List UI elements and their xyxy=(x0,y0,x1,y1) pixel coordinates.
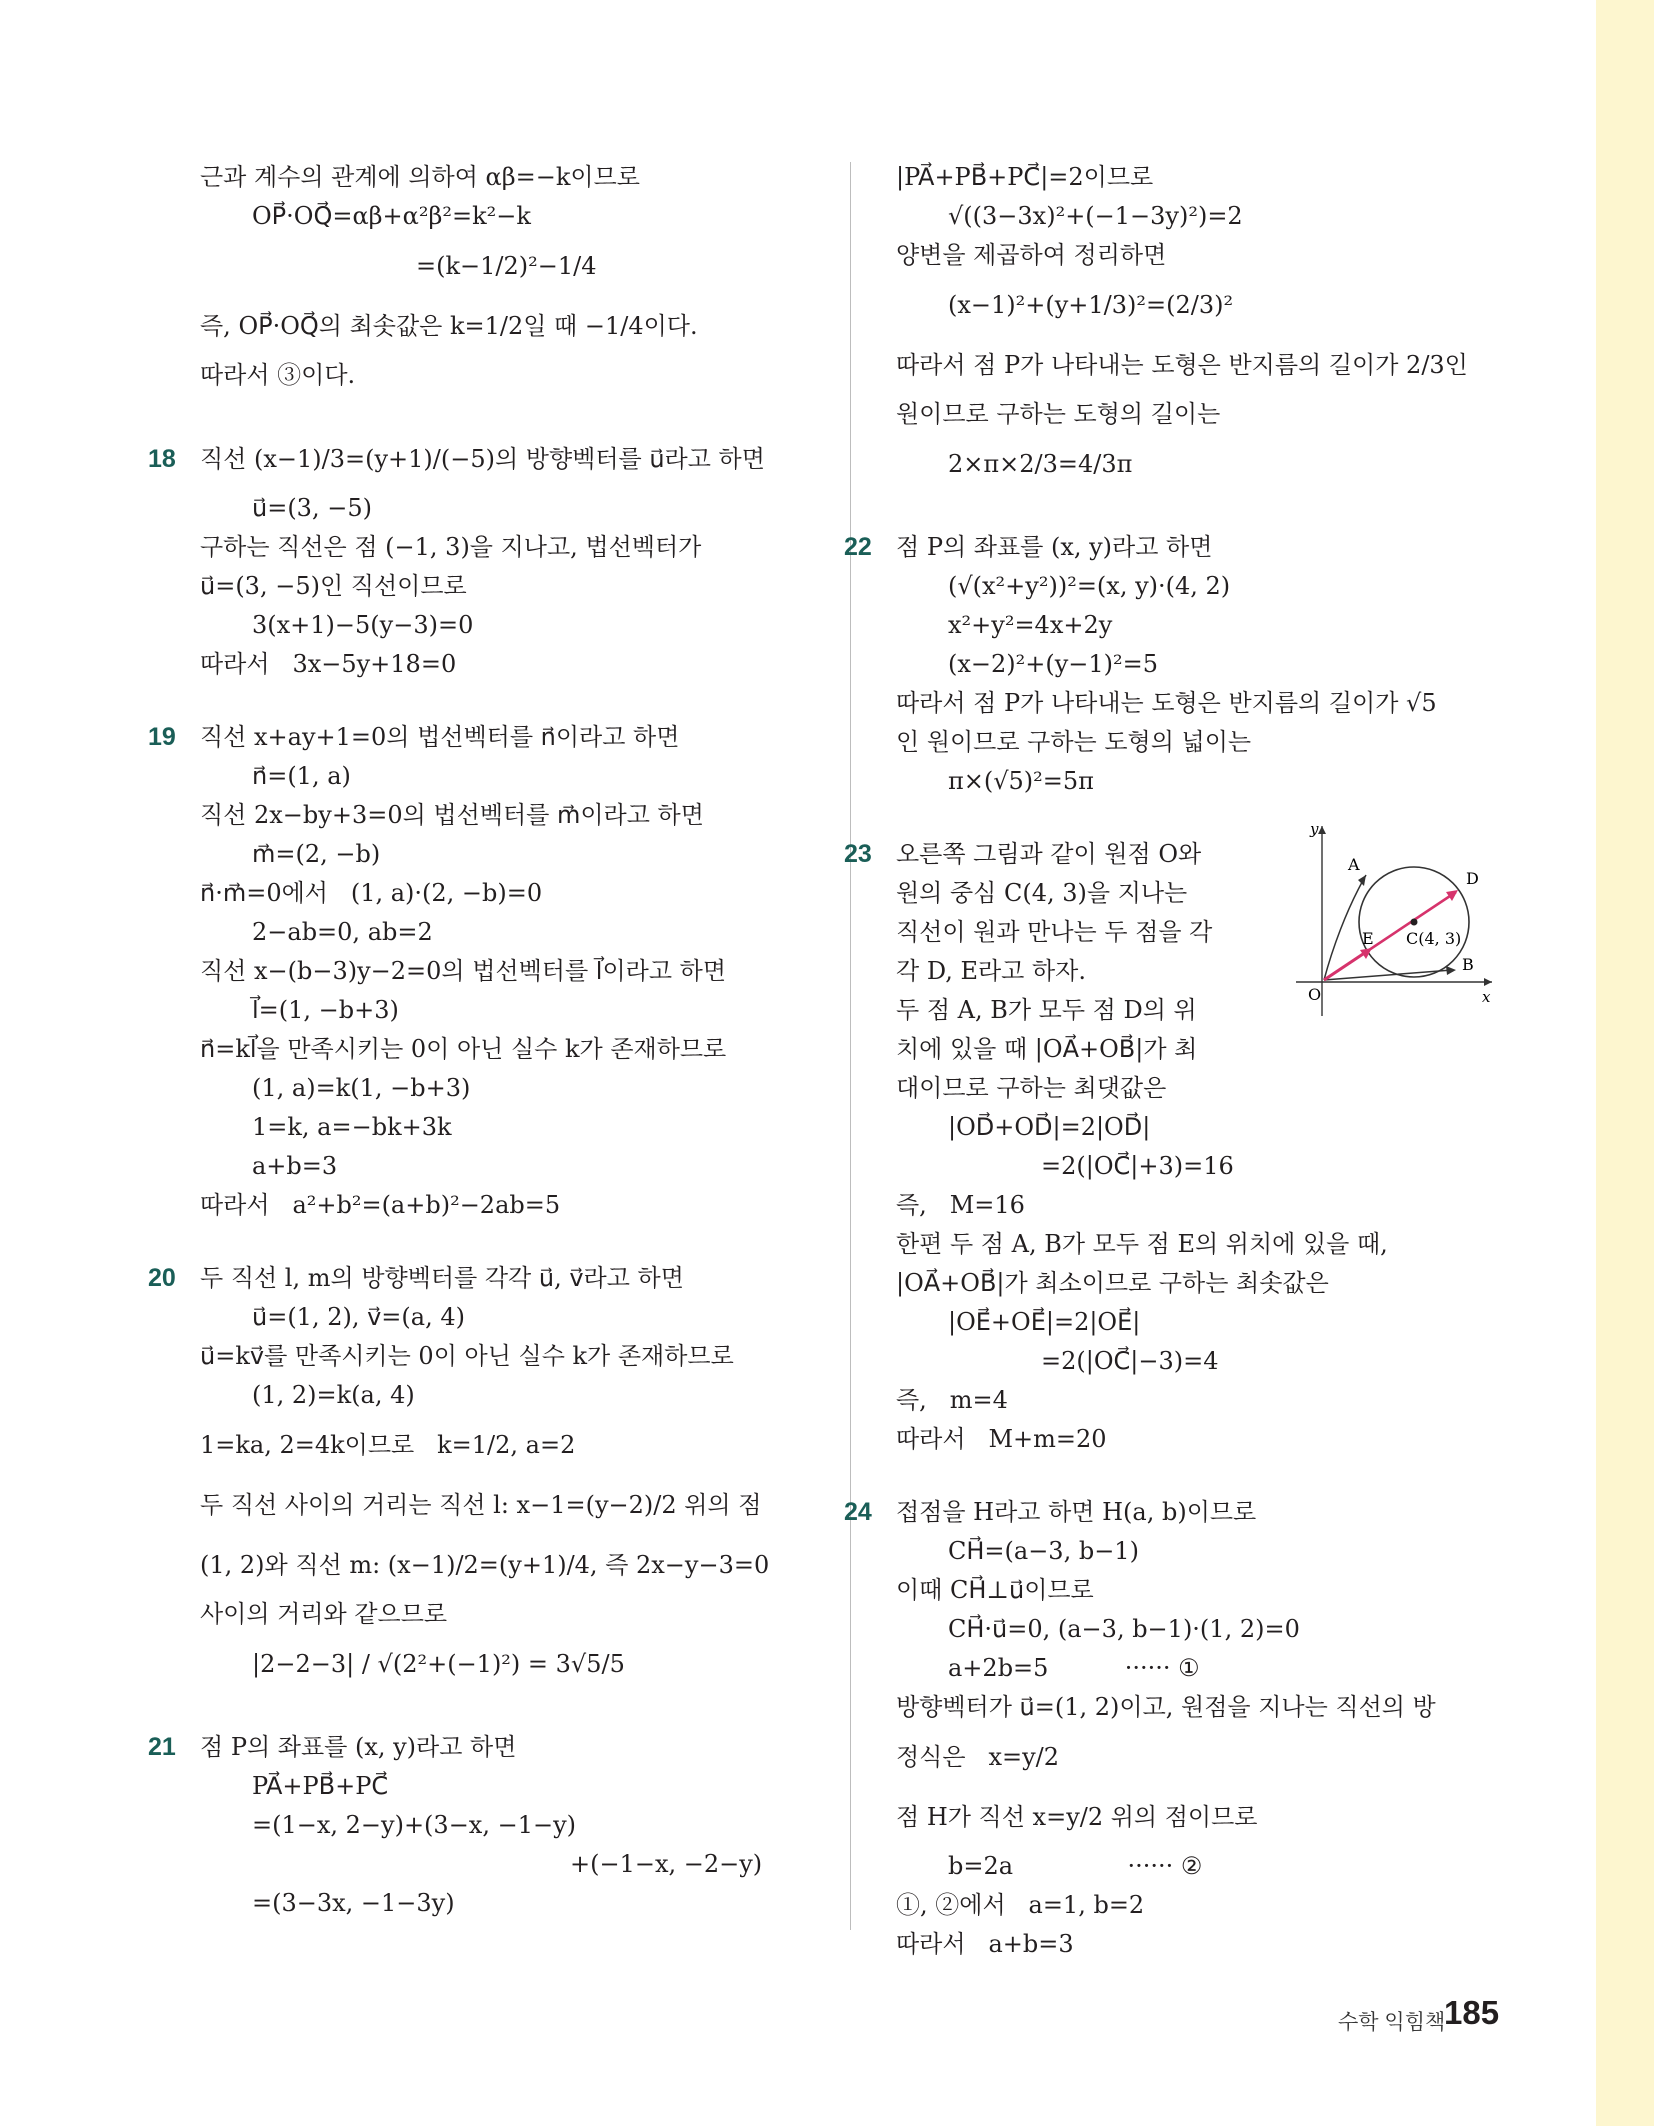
solution-line xyxy=(896,335,1506,395)
solution-line xyxy=(896,606,1506,645)
solution-line xyxy=(844,1493,1506,1532)
line-text: 인 원이므로 구하는 도형의 넓이는 xyxy=(896,728,1252,756)
line-text: 접점을 H라고 하면 H(a, b)이므로 xyxy=(896,1498,1257,1526)
solution-line xyxy=(200,528,830,567)
solution-line xyxy=(896,1108,1506,1147)
point-b-label: B xyxy=(1462,955,1474,974)
solution-line xyxy=(200,796,830,835)
problem-number: 20 xyxy=(148,1264,176,1292)
solution-line xyxy=(200,991,830,1030)
solution-line xyxy=(200,1535,830,1595)
line-text: a+b=3 xyxy=(252,1152,338,1180)
solution-line xyxy=(896,1186,1506,1225)
problem-number: 18 xyxy=(148,445,176,473)
vector-od-head xyxy=(1446,890,1458,901)
solution-line xyxy=(896,275,1506,335)
solution-line xyxy=(200,1069,830,1108)
line-text: u⃗=(3, −5) xyxy=(252,494,372,522)
line-text: 3(x+1)−5(y−3)=0 xyxy=(252,611,474,639)
footer-page-number: 185 xyxy=(1444,1994,1500,2031)
problem-number: 23 xyxy=(844,840,872,868)
solution-line xyxy=(200,1767,830,1806)
line-text: 두 점 A, B가 모두 점 D의 위 xyxy=(896,996,1197,1024)
line-text: 구하는 직선은 점 (−1, 3)을 지나고, 법선벡터가 xyxy=(200,533,702,561)
circle-vector-figure xyxy=(1296,820,1496,1020)
solution-line xyxy=(896,1571,1506,1610)
line-text: =(3−3x, −1−3y) xyxy=(252,1889,455,1917)
solution-line xyxy=(148,718,830,757)
solution-line xyxy=(200,236,830,296)
solution-line xyxy=(896,1303,1506,1342)
line-text: =(1−x, 2−y)+(3−x, −1−y) xyxy=(252,1811,576,1839)
vector-ob xyxy=(1324,970,1452,980)
line-text: 1=ka, 2=4k이므로 k=1/2, a=2 xyxy=(200,1431,576,1459)
solution-line xyxy=(896,1727,1506,1787)
line-text: 정식은 x=y/2 xyxy=(896,1743,1059,1771)
line-text: ①, ②에서 a=1, b=2 xyxy=(896,1891,1145,1919)
solution-line xyxy=(200,1595,830,1634)
line-text: b=2a ······ ② xyxy=(948,1852,1203,1880)
solution-line xyxy=(896,723,1506,762)
line-text: (x−1)²+(y+1/3)²=(2/3)² xyxy=(948,291,1234,319)
solution-line xyxy=(896,952,1226,991)
origin-label: O xyxy=(1308,985,1322,1004)
solution-line xyxy=(896,1532,1506,1571)
solution-line xyxy=(200,1030,830,1069)
solution-line xyxy=(896,1649,1506,1688)
line-text: 직선이 원과 만나는 두 점을 각 xyxy=(896,918,1213,946)
problem-number: 19 xyxy=(148,723,176,751)
line-text: u⃗=kv⃗를 만족시키는 0이 아닌 실수 k가 존재하므로 xyxy=(200,1342,734,1370)
line-text: +(−1−x, −2−y) xyxy=(570,1850,763,1878)
solution-line xyxy=(896,762,1506,801)
solution-line xyxy=(200,1634,830,1694)
solution-line xyxy=(896,236,1506,275)
line-text: 직선 2x−by+3=0의 법선벡터를 m⃗이라고 하면 xyxy=(200,801,704,829)
solution-line xyxy=(896,991,1226,1030)
problem-number: 21 xyxy=(148,1733,176,1761)
line-text: =2(|OC⃗|+3)=16 xyxy=(1041,1152,1234,1180)
x-axis-arrow xyxy=(1484,978,1492,986)
solution-line xyxy=(896,913,1226,952)
section-gap xyxy=(200,1694,830,1728)
line-text: |2−2−3| / √(2²+(−1)²) = 3√5/5 xyxy=(252,1650,625,1678)
solution-line xyxy=(148,1728,830,1767)
line-text: |PA⃗+PB⃗+PC⃗|=2이므로 xyxy=(896,163,1154,191)
solution-line xyxy=(200,356,830,395)
solution-line xyxy=(200,913,830,952)
solution-line xyxy=(200,1806,830,1845)
point-a-label: A xyxy=(1348,855,1360,874)
line-text: |OD⃗+OD⃗|=2|OD⃗| xyxy=(948,1113,1151,1141)
line-text: 원의 중심 C(4, 3)을 지나는 xyxy=(896,879,1188,907)
line-text: 방향벡터가 u⃗=(1, 2)이고, 원점을 지나는 직선의 방 xyxy=(896,1693,1436,1721)
solution-line xyxy=(896,1264,1506,1303)
line-text: x²+y²=4x+2y xyxy=(948,611,1113,639)
solution-line xyxy=(200,606,830,645)
solution-line xyxy=(896,395,1506,434)
line-text: OP⃗·OQ⃗=αβ+α²β²=k²−k xyxy=(252,202,531,230)
line-text: 2×π×2/3=4/3π xyxy=(948,450,1133,478)
section-gap xyxy=(200,395,830,429)
line-text: 근과 계수의 관계에 의하여 αβ=−k이므로 xyxy=(200,163,640,191)
solution-line xyxy=(896,1147,1506,1186)
solution-line xyxy=(844,835,1226,874)
problem-number: 24 xyxy=(844,1498,872,1526)
line-text: 따라서 점 P가 나타내는 도형은 반지름의 길이가 √5 xyxy=(896,689,1437,717)
line-text: u⃗=(3, −5)인 직선이므로 xyxy=(200,572,467,600)
solution-line xyxy=(896,434,1506,494)
line-text: 이때 CH⃗⊥u⃗이므로 xyxy=(896,1576,1094,1604)
line-text: 직선 x−(b−3)y−2=0의 법선벡터를 l⃗이라고 하면 xyxy=(200,957,727,985)
line-text: n⃗=(1, a) xyxy=(252,762,351,790)
solution-line xyxy=(200,158,830,197)
solution-line xyxy=(896,1688,1506,1727)
line-text: 한편 두 점 A, B가 모두 점 E의 위치에 있을 때, xyxy=(896,1230,1388,1258)
solution-line xyxy=(896,1420,1506,1459)
solution-line xyxy=(200,835,830,874)
side-margin-band xyxy=(1596,0,1654,2126)
solution-line xyxy=(200,1415,830,1475)
solution-line xyxy=(200,567,830,606)
line-text: 따라서 a+b=3 xyxy=(896,1930,1074,1958)
line-text: 즉, m=4 xyxy=(896,1386,1008,1414)
solution-line xyxy=(896,645,1506,684)
line-text: √((3−3x)²+(−1−3y)²)=2 xyxy=(948,202,1243,230)
line-text: 따라서 ③이다. xyxy=(200,361,356,389)
line-text: 즉, M=16 xyxy=(896,1191,1025,1219)
solution-line xyxy=(200,1147,830,1186)
solution-line xyxy=(896,1925,1506,1964)
line-text: 대이므로 구하는 최댓값은 xyxy=(896,1074,1167,1102)
line-text: 따라서 3x−5y+18=0 xyxy=(200,650,457,678)
line-text: 각 D, E라고 하자. xyxy=(896,957,1086,985)
line-text: CH⃗=(a−3, b−1) xyxy=(948,1537,1139,1565)
line-text: PA⃗+PB⃗+PC⃗ xyxy=(252,1772,389,1800)
solution-line xyxy=(896,1069,1506,1108)
line-text: 따라서 M+m=20 xyxy=(896,1425,1107,1453)
line-text: l⃗=(1, −b+3) xyxy=(252,996,399,1024)
line-text: u⃗=(1, 2), v⃗=(a, 4) xyxy=(252,1303,465,1331)
line-text: 점 P의 좌표를 (x, y)라고 하면 xyxy=(896,533,1213,561)
solution-line xyxy=(896,1030,1226,1069)
line-text: (√(x²+y²))²=(x, y)·(4, 2) xyxy=(948,572,1231,600)
line-text: 2−ab=0, ab=2 xyxy=(252,918,433,946)
point-c-label: C(4, 3) xyxy=(1406,929,1462,948)
solution-line xyxy=(200,296,830,356)
line-text: 따라서 점 P가 나타내는 도형은 반지름의 길이가 2/3인 xyxy=(896,351,1468,379)
y-axis-arrow xyxy=(1318,826,1326,834)
line-text: 점 H가 직선 x=y/2 위의 점이므로 xyxy=(896,1803,1258,1831)
vector-ob-head xyxy=(1446,966,1456,975)
solution-line xyxy=(200,197,830,236)
vector-oa-head xyxy=(1358,875,1366,886)
solution-line xyxy=(896,684,1506,723)
line-text: 사이의 거리와 같으므로 xyxy=(200,1600,448,1628)
line-text: 치에 있을 때 |OA⃗+OB⃗|가 최 xyxy=(896,1035,1198,1063)
solution-line xyxy=(148,1259,830,1298)
solution-line xyxy=(896,1225,1506,1264)
solution-line xyxy=(896,197,1506,236)
line-text: 즉, OP⃗·OQ⃗의 최솟값은 k=1/2일 때 −1/4이다. xyxy=(200,312,698,340)
line-text: a+2b=5 ······ ① xyxy=(948,1654,1200,1682)
line-text: (1, a)=k(1, −b+3) xyxy=(252,1074,471,1102)
line-text: |OA⃗+OB⃗|가 최소이므로 구하는 최솟값은 xyxy=(896,1269,1329,1297)
solution-line xyxy=(148,429,830,489)
solution-line xyxy=(896,1787,1506,1847)
line-text: 두 직선 l, m의 방향벡터를 각각 u⃗, v⃗라고 하면 xyxy=(200,1264,684,1292)
line-text: 직선 x+ay+1=0의 법선벡터를 n⃗이라고 하면 xyxy=(200,723,680,751)
line-text: 따라서 a²+b²=(a+b)²−2ab=5 xyxy=(200,1191,561,1219)
problem-number: 22 xyxy=(844,533,872,561)
solution-line xyxy=(200,1298,830,1337)
line-text: CH⃗·u⃗=0, (a−3, b−1)·(1, 2)=0 xyxy=(948,1615,1300,1643)
footer-book-title: 수학 익힘책 xyxy=(1338,2011,1446,2034)
solution-line xyxy=(200,1337,830,1376)
line-text: (x−2)²+(y−1)²=5 xyxy=(948,650,1159,678)
solution-line xyxy=(896,158,1506,197)
solution-line xyxy=(896,1847,1506,1886)
solution-line xyxy=(200,874,830,913)
solution-line xyxy=(200,1475,830,1535)
solution-line xyxy=(896,874,1226,913)
line-text: 점 P의 좌표를 (x, y)라고 하면 xyxy=(200,1733,517,1761)
right-column xyxy=(844,158,1506,1964)
line-text: m⃗=(2, −b) xyxy=(252,840,381,868)
line-text: 오른쪽 그림과 같이 원점 O와 xyxy=(896,840,1202,868)
x-axis-label: x xyxy=(1482,988,1491,1006)
line-text: 원이므로 구하는 도형의 길이는 xyxy=(896,400,1221,428)
point-d-label: D xyxy=(1466,869,1479,888)
solution-line xyxy=(200,1108,830,1147)
solution-line xyxy=(896,1381,1506,1420)
solution-line xyxy=(200,1186,830,1225)
solution-line xyxy=(844,528,1506,567)
solution-line xyxy=(896,1342,1506,1381)
column-divider xyxy=(850,162,851,1930)
line-text: n⃗·m⃗=0에서 (1, a)·(2, −b)=0 xyxy=(200,879,543,907)
solution-line xyxy=(896,567,1506,606)
solution-line xyxy=(200,489,830,528)
solution-line xyxy=(200,1376,830,1415)
line-text: 두 직선 사이의 거리는 직선 l: x−1=(y−2)/2 위의 점 xyxy=(200,1491,762,1519)
line-text: 1=k, a=−bk+3k xyxy=(252,1113,452,1141)
solution-line xyxy=(200,1884,830,1923)
solution-line xyxy=(200,952,830,991)
line-text: π×(√5)²=5π xyxy=(948,767,1094,795)
point-e-label: E xyxy=(1362,929,1374,948)
section-gap xyxy=(896,1459,1506,1493)
line-text: =(k−1/2)²−1/4 xyxy=(416,252,597,280)
line-text: (1, 2)와 직선 m: (x−1)/2=(y+1)/4, 즉 2x−y−3=0 xyxy=(200,1551,770,1579)
section-gap xyxy=(896,494,1506,528)
line-text: =2(|OC⃗|−3)=4 xyxy=(1041,1347,1219,1375)
left-column xyxy=(148,158,830,1923)
center-point xyxy=(1411,919,1418,926)
line-text: |OE⃗+OE⃗|=2|OE⃗| xyxy=(948,1308,1141,1336)
section-gap xyxy=(200,1225,830,1259)
solution-line xyxy=(896,1610,1506,1649)
section-gap xyxy=(200,684,830,718)
y-axis-label: y xyxy=(1310,820,1319,838)
solution-line xyxy=(200,1845,830,1884)
line-text: 직선 (x−1)/3=(y+1)/(−5)의 방향벡터를 u⃗라고 하면 xyxy=(200,445,765,473)
line-text: 양변을 제곱하여 정리하면 xyxy=(896,241,1167,269)
solution-line xyxy=(200,757,830,796)
line-text: n⃗=kl⃗을 만족시키는 0이 아닌 실수 k가 존재하므로 xyxy=(200,1035,727,1063)
solution-line xyxy=(200,645,830,684)
solution-line xyxy=(896,1886,1506,1925)
line-text: (1, 2)=k(a, 4) xyxy=(252,1381,415,1409)
